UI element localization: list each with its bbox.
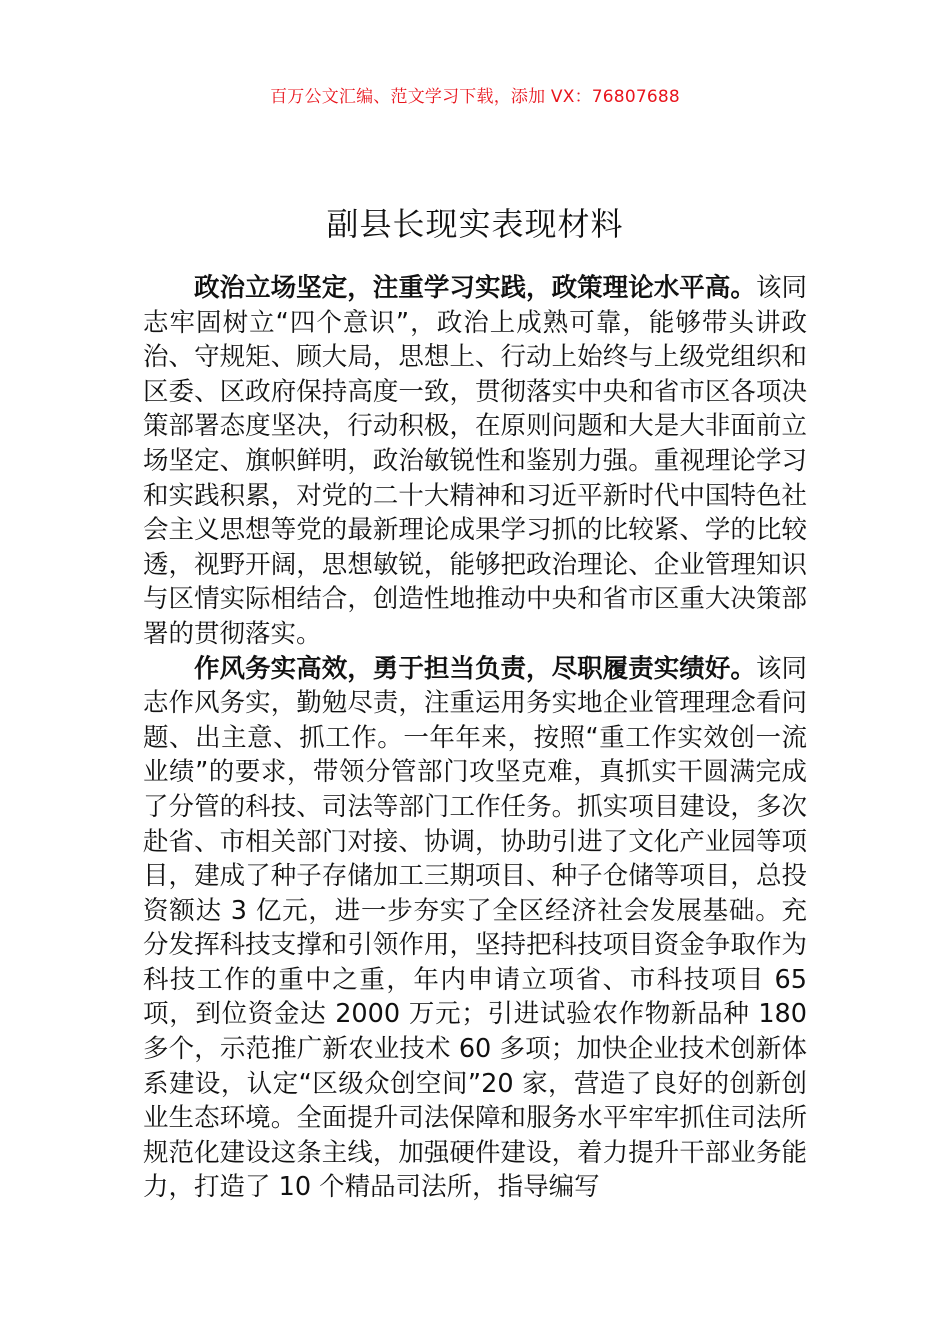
- paragraph-work-style: [143, 652, 807, 1206]
- paragraph-text: 该同志牢固树立“四个意识”，政治上成熟可靠，能够带头讲政治、守规矩、顾大局，思想上、行动上始终与上级党组织和区委、区政府保持高度一致，贯彻落实中央和省市区各项决策部署态度坚决，行动积极，在原则问题和大是大非面前立场坚定、旗帜鲜明，政治敏锐性和鉴别力强。重视理论学习和实践积累，对党的二十大精神和习近平新时代中国特色社会主义思想等党的最新理论成果学习抓的比较紧、学的比较透，视野开阔，思想敏锐，能够把政治理论、企业管理知识与区情实际相结合，创造性地推动中央和省市区重大决策部署的贯彻落实。: [143, 273, 807, 649]
- document-title: 副县长现实表现材料: [326, 205, 624, 244]
- paragraph-lead: 作风务实高效，勇于担当负责，尽职履责实绩好。: [194, 653, 756, 684]
- paragraph-text: 该同志作风务实，勤勉尽责，注重运用务实地企业管理理念看问题、出主意、抓工作。一年年来，按照“重工作实效创一流业绩”的要求，带领分管部门攻坚克难，真抓实干圆满完成了分管的科技、司法等部门工作任务。抓实项目建设，多次赴省、市相关部门对接、协调，协助引进了文化产业园等项目，建成了种子存储加工三期项目、种子仓储等项目，总投资额达 3 亿元，进一步夯实了全区经济社会发展基础。充分发挥科技支撑和引领作用，坚持把科技项目资金争取作为科技工作的重中之重，年内申请立项省、市科技项目 65 项，到位资金达 2000 万元；引进试验农作物新品种 180 多个，示范推广新农业技术 60 多项；加快企业技术创新体系建设，认定“区级众创空间”20 家，营造了良好的创新创业生态环境。全面提升司法保障和服务水平牢牢抓住司法所规范化建设这条主线，加强硬件建设，着力提升干部业务能力，打造了 10 个精品司法所，指导编写: [143, 653, 807, 1203]
- paragraph-political-stance: [143, 271, 807, 652]
- document-body: [143, 271, 807, 1205]
- watermark-banner: 百万公文汇编、范文学习下载，添加 VX：76807688: [270, 87, 680, 107]
- paragraph-lead: 政治立场坚定，注重学习实践，政策理论水平高。: [194, 273, 756, 303]
